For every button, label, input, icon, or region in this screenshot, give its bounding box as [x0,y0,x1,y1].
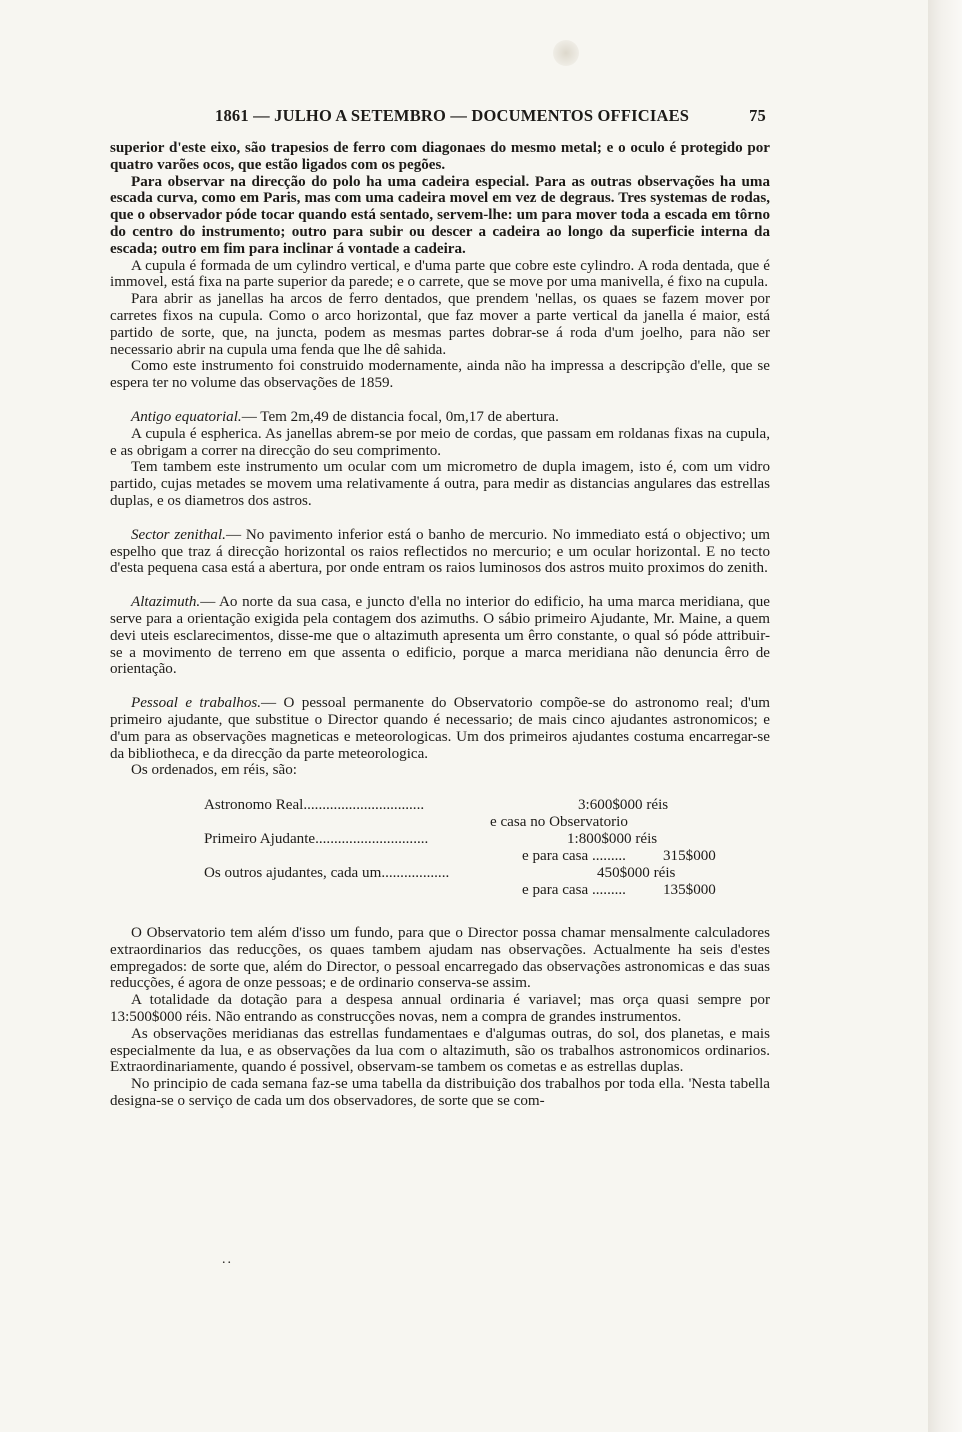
salary-dots: ......... [591,848,626,865]
section-label: Pessoal e trabalhos. [131,695,262,712]
paragraph: Os ordenados, em réis, são: [131,762,297,779]
header-title: 1861 — JULHO A SETEMBRO — DOCUMENTOS OFFICIAES [215,106,690,125]
section-label: Altazimuth. [131,594,201,611]
salary-dots: ......... [591,882,626,899]
paragraph: O Observatorio tem além d'isso um fundo, para que o Director possa chamar mensalmente calculadores extraordinarios das reducções, os quaes tambem ajudam nas observações. Actualmente ha seis d'estes empregados: de sorte que, além do Director, o pessoal encarregado das observações astronomicas e das suas reducções, é agora de onze pessoas; e de ordinario conserva-se assim. [110,925,770,992]
salary-value: 1:800$000 réis [567,831,658,848]
paragraph-text: — Ao norte da sua casa, e juncto d'ella no interior do edificio, ha uma marca meridiana, que serve para a orientação exigida pela contagem dos azimuths. O sábio primeiro Ajudante, Mr. Maine, a quem devi uteis esclarecimentos, disse-me que o altazimuth apresenta um êrro constante, o qual só póde attribuir-se a movimento de terreno em que assenta o edificio, porque a marca meridiana não denuncia êrro de orientação. [110,594,770,678]
paragraph-text: — No pavimento inferior está o banho de mercurio. No immediato está o objectivo; um espelho que traz á direcção horizontal os raios reflectidos no mercurio; e um ocular horizontal. E no tecto d'esta pequena casa está a abertura, por onde entram os raios luminosos dos astros muito proximos do zenith. [110,526,770,577]
page-edge [928,0,962,1432]
paragraph: As observações meridianas das estrellas fundamentaes e d'algumas outras, do sol, dos planetas, e mais especialmente da lua, e as observações da lua com o altazimuth, são os trabalhos astronomicos ordinarios. Extraordinariamente, quando é possivel, observam-se tambem os cometas e as estrellas duplas. [110,1025,770,1076]
paragraph: Como este instrumento foi construido modernamente, ainda não ha impressa a descripção d'elle, que se espera ter no volume das observações de 1859. [110,358,770,392]
salary-row [522,848,626,865]
bold-opening [110,140,770,258]
section-label: Sector zenithal. [131,526,226,543]
paragraph-sector-zenithal [110,527,770,577]
paragraph-text: — Tem 2m,49 de distancia focal, 0m,17 de abertura. [241,408,559,425]
paragraph-antigo-equatorial [110,409,770,426]
salary-row [204,831,428,848]
salary-label: Astronomo Real [204,797,304,814]
paragraph-altazimuth [110,594,770,678]
salary-row [204,865,449,882]
paragraph: Tem tambem este instrumento um ocular com um micrometro de dupla imagem, isto é, com um vidro partido, cujas metades se movem uma relativamente á outra, para medir as distancias angulares das estrellas duplas, e os diametros dos astros. [110,459,770,509]
salary-value: 3:600$000 réis [578,797,669,814]
page-number: 75 [749,106,766,125]
paragraph: A totalidade da dotação para a despesa annual ordinaria é variavel; mas orça quasi sempre por 13:500$000 réis. Não entrando as construcções novas, nem a compra de grandes instrumentos. [110,992,770,1026]
paragraph: superior d'este eixo, são trapesios de ferro com diagonaes do mesmo metal; e o oculo é protegido por quatro varões ocos, que estão ligados com os pegões. [110,140,770,173]
salary-dots: .............................. [315,831,429,848]
paper-stain [553,40,579,66]
paragraph: Para abrir as janellas ha arcos de ferro dentados, que prendem 'nellas, os quaes se fazem mover por carretes fixos na cupula. Como o arco horizontal, que faz mover a parte vertical da janella é maior, está partido de sorte, que, na juncta, podem as mesmas partes dobrar-se á roda d'um joelho, para não ser necessario abrir na cupula uma fenda que lhe dê sahida. [110,291,770,358]
footer-marks: .. [222,1252,233,1267]
salary-table [110,797,770,905]
salary-note: e casa no Observatorio [490,814,628,831]
salary-value: 315$000 [663,848,716,865]
running-header [110,106,770,128]
paragraph: Para observar na direcção do polo ha uma cadeira especial. Para as outras observações ha uma escada curva, como em Paris, mas com uma cadeira movel em vez de degraus. Tres systemas de rodas, que o observador póde tocar quando está sentado, servem-lhe: um para mover toda a escada em tôrno do centro do instrumento; outro para subir ou descer a cadeira ao longo da superficie interna da escada; outro em fim para inclinar á vontade a cadeira. [110,173,770,257]
paragraph-text: — O pessoal permanente do Observatorio compõe-se do astronomo real; d'um primeiro ajudante, que substitue o Director quando é necessario; de mais cinco ajudantes astronomicos; e d'um para as observações magneticas e meteorologicas. Um dos primeiros ajudantes costuma encarregar-se da bibliotheca, e da direcção da parte meteorologica. [110,695,771,762]
salary-label: Primeiro Ajudante [204,831,316,848]
salary-dots: ................................ [303,797,425,814]
salary-value: 135$000 [663,882,716,899]
salary-row [204,797,424,814]
paragraph: A cupula é formada de um cylindro vertical, e d'uma parte que cobre este cylindro. A roda dentada, que é immovel, está fixa na parte superior da parede; e o carrete, que se move por uma manivella, é fixo na cupula. [110,257,770,291]
paragraph-pessoal [110,695,770,762]
salary-row [522,882,626,899]
salary-label: e para casa [522,882,589,899]
paragraph: No principio de cada semana faz-se uma tabella da distribuição dos trabalhos por toda ella. 'Nesta tabella designa-se o serviço de cada um dos observadores, de sorte que se com- [110,1076,770,1110]
salary-label: Os outros ajudantes, cada um [204,865,382,882]
paragraph: A cupula é espherica. As janellas abrem-se por meio de cordas, que passam em roldanas fixas na cupula, e as obrigam a correr na direcção do seu comprimento. [110,425,770,459]
salary-label: e para casa [522,848,589,865]
salary-dots: .................. [381,865,450,882]
section-label: Antigo equatorial. [131,408,242,425]
body-text [110,140,770,1110]
salary-value: 450$000 réis [597,865,676,882]
